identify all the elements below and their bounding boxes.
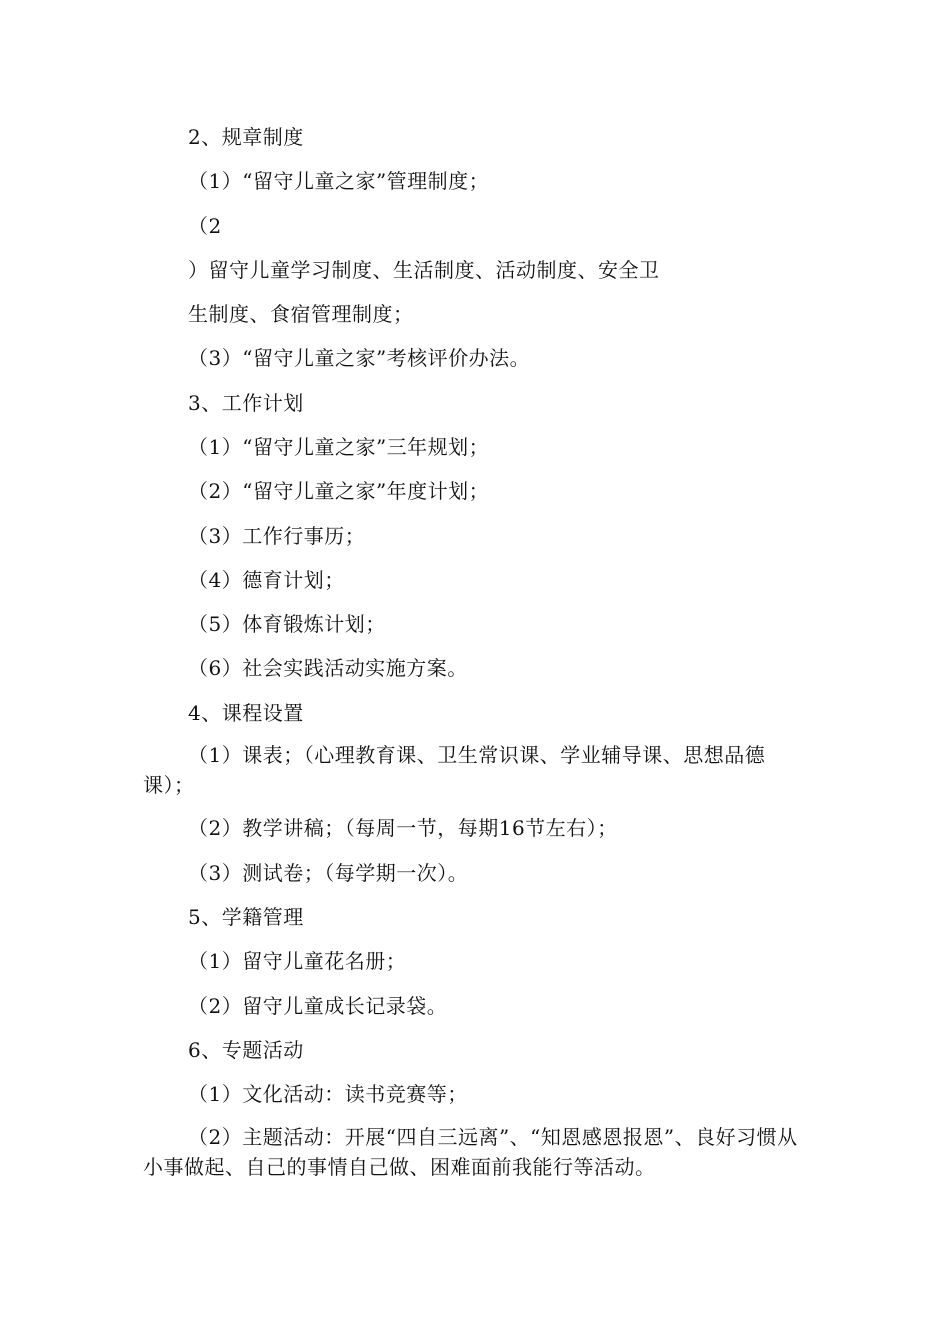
list-item: （3）“留守儿童之家”考核评价办法。 [188,346,531,370]
list-item: （1）课表；（心理教育课、卫生常识课、学业辅导课、思想品德课）； [143,743,766,797]
list-item: 生制度、食宿管理制度； [188,302,414,326]
section-heading-activities: 6、专题活动 [188,1038,304,1062]
list-item: （1）“留守儿童之家”管理制度； [188,169,490,193]
list-item: （1）留守儿童花名册； [188,949,407,973]
section-heading-work-plan: 3、工作计划 [188,391,304,415]
list-item: （3）工作行事历； [188,524,366,548]
list-item: （1）“留守儿童之家”三年规划； [188,435,490,459]
list-item: （2）主题活动：开展“四自三远离”、“知恩感恩报恩”、良好习惯从小事做起、自己的事情自己做、困难面前我能行等活动。 [143,1125,798,1179]
section-heading-enrollment: 5、学籍管理 [188,905,304,929]
list-item: （2 [188,214,222,238]
list-item: （5）体育锻炼计划； [188,612,386,636]
list-item: （2）教学讲稿；（每周一节，每期16节左右）； [188,816,618,840]
list-item: （2）留守儿童成长记录袋。 [188,994,448,1018]
section-heading-regulations: 2、规章制度 [188,125,304,149]
list-item: （2）“留守儿童之家”年度计划； [188,479,490,503]
list-item: （4）德育计划； [188,568,345,592]
list-item: （1）文化活动：读书竞赛等； [188,1082,468,1106]
list-item: （3）测试卷；（每学期一次）。 [188,861,469,885]
section-heading-curriculum: 4、课程设置 [188,701,304,725]
list-item: （6）社会实践活动实施方案。 [188,656,468,680]
list-item: ）留守儿童学习制度、生活制度、活动制度、安全卫 [188,258,660,282]
